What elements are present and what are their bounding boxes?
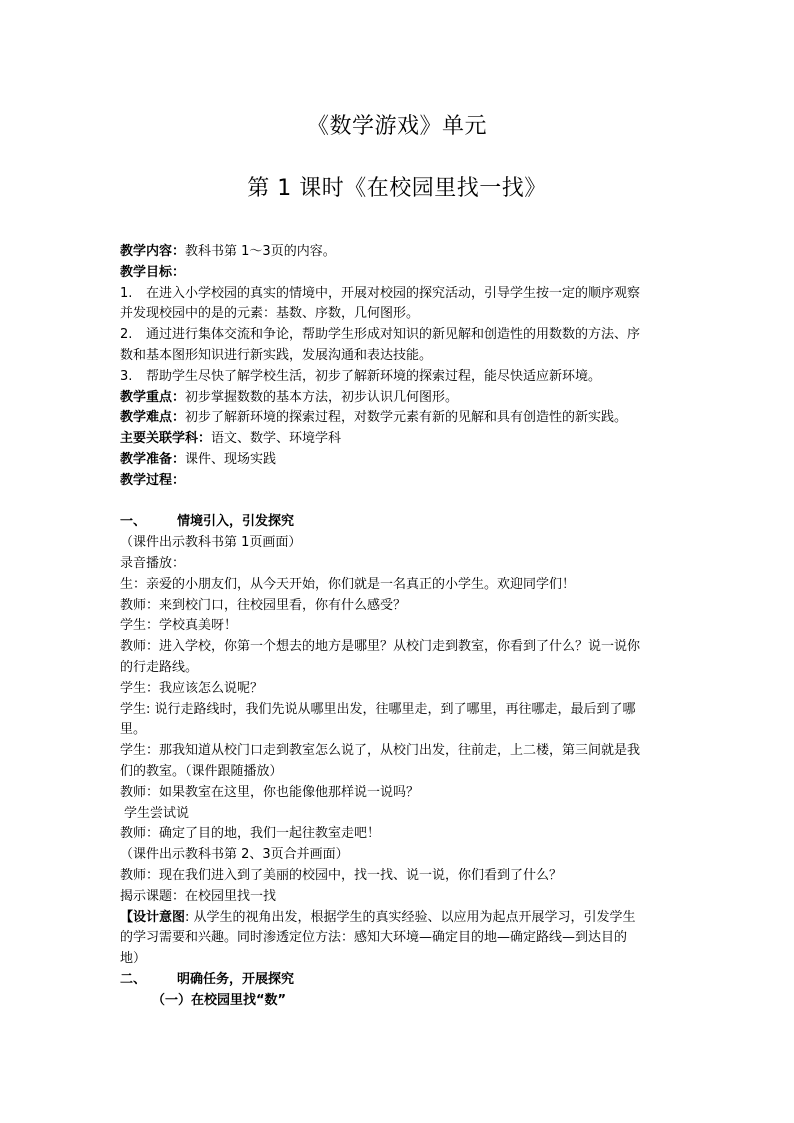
design-intent-line-3: 地）: [120, 951, 147, 967]
key-point-text: 初步掌握数数的基本方法，初步认识几何图形。: [185, 389, 459, 405]
lesson-body: [120, 242, 680, 1011]
goal-1-text: 在进入小学校园的真实的情境中，开展对校园的探究活动，引导学生按一定的顺序观察: [146, 285, 641, 301]
goal-2-line-1: [120, 325, 680, 346]
dialogue-line: 学生: 说行走路线时，我们先说从哪里出发，往哪里走，到了哪里，再往哪走，最后到了哪: [120, 701, 636, 717]
goal-3-line-1: [120, 367, 680, 388]
section-1-heading: [120, 512, 680, 533]
prep-label: 教学准备：: [120, 451, 186, 467]
content-line: [120, 242, 680, 263]
difficulty-line: [120, 408, 680, 429]
section-2-heading: [120, 970, 680, 991]
dialogue-line: 里。: [120, 722, 147, 738]
design-intent-label: 【设计意图: [120, 909, 186, 925]
dialogue-line: 教师：进入学校，你第一个想去的地方是哪里？从校门走到教室，你看到了什么？说一说你: [120, 639, 641, 655]
dialogue-line: 录音播放：: [120, 555, 186, 571]
lesson-title: 第 1 课时《在校园里找一找》: [247, 176, 547, 201]
dialogue-line: （课件出示教科书第 2、3页合并画面）: [120, 847, 349, 863]
design-intent-line-2: 的学习需要和兴趣。同时渗透定位方法：感知大环境—确定目的地—确定路线—到达目的: [120, 930, 628, 946]
section-1-title: 情境引入，引发探究: [177, 514, 295, 530]
section-2-number: 二、: [120, 971, 147, 987]
prep-line: [120, 450, 680, 471]
dialogue-line: 教师：现在我们进入到了美丽的校园中，找一找、说一说，你们看到了什么？: [120, 867, 563, 883]
subjects-text: 语文、数学、环境学科: [211, 431, 342, 447]
section-2-title: 明确任务，开展探究: [177, 971, 295, 987]
goal-3-number: 3.: [120, 368, 133, 384]
dialogue-line: 的行走路线。: [120, 659, 199, 675]
dialogue-line: 教师：确定了目的地，我们一起往教室走吧！: [120, 826, 381, 842]
dialogue-line: 学生尝试说: [124, 805, 190, 821]
goal-1-line-2: 并发现校园中的是的元素：基数、序数，几何图形。: [120, 306, 420, 322]
process-label: 教学过程：: [120, 472, 186, 488]
dialogue-line: （课件出示教科书第 1页画面）: [120, 535, 302, 551]
difficulty-text: 初步了解新环境的探索过程，对数学元素有新的见解和具有创造性的新实践。: [185, 410, 628, 426]
dialogue-line: 生：亲爱的小朋友们，从今天开始，你们就是一名真正的小学生。欢迎同学们！: [120, 576, 576, 592]
prep-text: 课件、现场实践: [185, 451, 277, 467]
content-label: 教学内容：: [120, 244, 186, 259]
subjects-label: 主要关联学科：: [120, 431, 212, 447]
goals-label: 教学目标：: [120, 264, 186, 280]
key-point-label: 教学重点：: [120, 389, 186, 405]
design-intent-line-1: [120, 908, 680, 929]
dialogue-line: 学生：我应该怎么说呢？: [120, 680, 264, 696]
dialogue-line: 揭示课题：在校园里找一找: [120, 888, 277, 904]
dialogue-line: 学生：那我知道从校门口走到教室怎么说了，从校门出发，往前走，上二楼，第三间就是我: [120, 743, 641, 759]
dialogue-line: 教师：来到校门口，往校园里看，你有什么感受？: [120, 597, 407, 613]
subjects-line: [120, 429, 680, 450]
blank-line: [120, 492, 680, 513]
subsection-1-heading: （一）在校园里找“数”: [152, 992, 287, 1008]
dialogue-line: 们的教室。（课件跟随播放）: [120, 763, 283, 779]
difficulty-label: 教学难点：: [120, 410, 186, 426]
goal-1-line-1: [120, 284, 680, 305]
content-text: 教科书第 1～3页的内容。: [185, 244, 336, 259]
section-1-number: 一、: [120, 514, 147, 530]
dialogue-line: 学生：学校真美呀！: [120, 618, 238, 634]
goal-2-line-2: 数和基本图形知识进行新实践，发展沟通和表达技能。: [120, 347, 433, 363]
goal-2-text: 通过进行集体交流和争论，帮助学生形成对知识的新见解和创造性的用数数的方法、序: [146, 327, 641, 343]
goal-2-number: 2.: [120, 327, 133, 343]
key-point-line: [120, 388, 680, 409]
goal-3-text: 帮助学生尽快了解学校生活，初步了解新环境的探索过程，能尽快适应新环境。: [146, 368, 602, 384]
design-intent-text: : 从学生的视角出发，根据学生的真实经验、以应用为起点开展学习，引发学生: [185, 909, 636, 925]
dialogue-line: 教师：如果教室在这里，你也能像他那样说一说吗？: [120, 784, 420, 800]
unit-title: 《数学游戏》单元: [306, 114, 487, 139]
goal-1-number: 1.: [120, 285, 133, 301]
